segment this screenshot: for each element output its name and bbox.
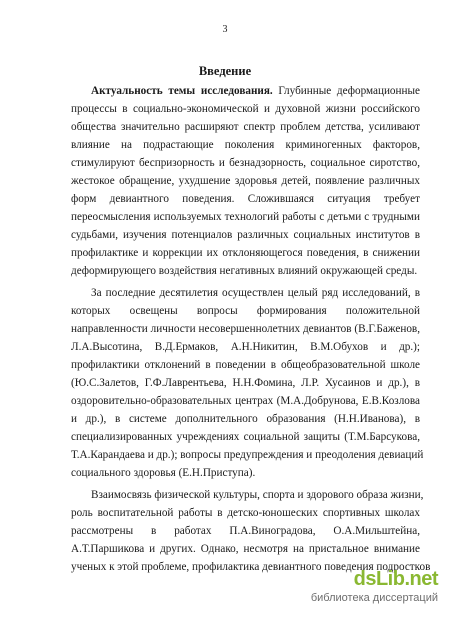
line-text: социального здоровья (Е.Н.Приступа). <box>71 467 256 479</box>
line-text: ученых к этой проблеме, профилактика девиантного поведения подростков <box>71 561 431 573</box>
line-text: направленности личности несовершеннолетних девиантов (В.Г.Баженов, <box>71 323 420 335</box>
body-text <box>71 82 431 576</box>
text-line <box>71 356 420 374</box>
text-line <box>71 284 420 302</box>
line-text: профилактике и коррекции их отклоняющегося поведения, в снижении <box>71 247 420 259</box>
line-text: (Ю.С.Залетов, Г.Ф.Лаврентьева, Н.Н.Фомина, Л.Р. Хусаинов и др.), в <box>71 377 420 389</box>
line-text: общества значительно расширяют спектр проблем детства, усиливают <box>71 121 420 133</box>
line-text: специализированных учреждениях социальной защиты (Т.М.Барсукова, <box>71 431 420 443</box>
line-text: судьбами, изучения потенциалов различных социальных институтов в <box>71 229 420 241</box>
line-text: оздоровительно-образовательных центрах (М.А.Добрунова, Е.В.Козлова <box>71 395 420 407</box>
line-text: А.Т.Паршикова и других. Однако, несмотря на пристальное внимание <box>71 543 420 555</box>
text-line <box>71 244 420 262</box>
text-line <box>71 410 420 428</box>
line-text: Т.А.Карандаева и др.); вопросы предупреждения и преодоления девиаций <box>71 449 424 461</box>
line-text: деформирующего воздействия негативных влияний окружающей среды. <box>71 265 418 277</box>
line-text: которых освещены вопросы формирования положительной <box>71 305 420 317</box>
line-text: роль воспитательной работы в детско-юношеских спортивных школах <box>71 507 420 519</box>
line-text: Взаимосвязь физической культуры, спорта и здорового образа жизни, <box>91 489 424 501</box>
text-line <box>71 136 420 154</box>
text-line <box>71 190 420 208</box>
paragraph <box>71 486 431 576</box>
watermark-logo: dsLib.net <box>353 568 438 590</box>
paragraph <box>71 284 424 482</box>
text-line <box>71 338 420 356</box>
text-line <box>71 320 420 338</box>
paragraph <box>71 82 420 280</box>
text-line <box>71 428 420 446</box>
text-line <box>71 522 420 540</box>
text-line <box>71 100 420 118</box>
section-heading: Введение <box>198 64 252 78</box>
line-text: рассмотрены в работах П.А.Виноградова, О.А.Мильштейна, <box>71 525 420 537</box>
line-text: профилактики отклонений в поведении в общеобразовательной школе <box>71 359 420 371</box>
text-line <box>71 392 420 410</box>
text-line <box>71 486 424 504</box>
watermark <box>298 568 438 608</box>
text-line <box>71 262 420 280</box>
text-line <box>71 302 420 320</box>
text-line <box>71 464 420 482</box>
line-text: стимулируют беспризорность и безнадзорность, социальное сиротство, <box>71 157 420 169</box>
text-line <box>71 446 424 464</box>
text-line <box>71 172 420 190</box>
line-text: Л.А.Высотина, В.Д.Ермаков, А.Н.Никитин, В.М.Обухов и др.); <box>71 341 420 353</box>
line-text: процессы в социально-экономической и духовной жизни российского <box>71 103 420 115</box>
line-text: переосмысления используемых технологий работы с детьми с трудными <box>71 211 420 223</box>
text-line <box>71 154 420 172</box>
line-text: жестокое обращение, ухудшение здоровья детей, появление различных <box>71 175 420 187</box>
text-line <box>71 540 420 558</box>
bold-lead-in: Актуальность темы исследования. <box>91 85 273 97</box>
line-text: и др.), в системе дополнительного образования (Н.Н.Иванова), в <box>71 413 420 425</box>
page-number: 3 <box>222 24 228 35</box>
line-text: форм девиантного поведения. Сложившаяся ситуация требует <box>71 193 420 205</box>
text-line <box>71 504 420 522</box>
text-line <box>71 118 420 136</box>
text-line <box>71 208 420 226</box>
line-text: влияние на подрастающие поколения криминогенных факторов, <box>71 139 420 151</box>
text-line <box>71 374 420 392</box>
text-line <box>71 82 420 100</box>
line-text: Глубинные деформационные <box>272 85 420 97</box>
text-line <box>71 226 420 244</box>
line-text: За последние десятилетия осуществлен целый ряд исследований, в <box>91 287 420 299</box>
watermark-subtitle: библиотека диссертаций <box>310 592 438 604</box>
